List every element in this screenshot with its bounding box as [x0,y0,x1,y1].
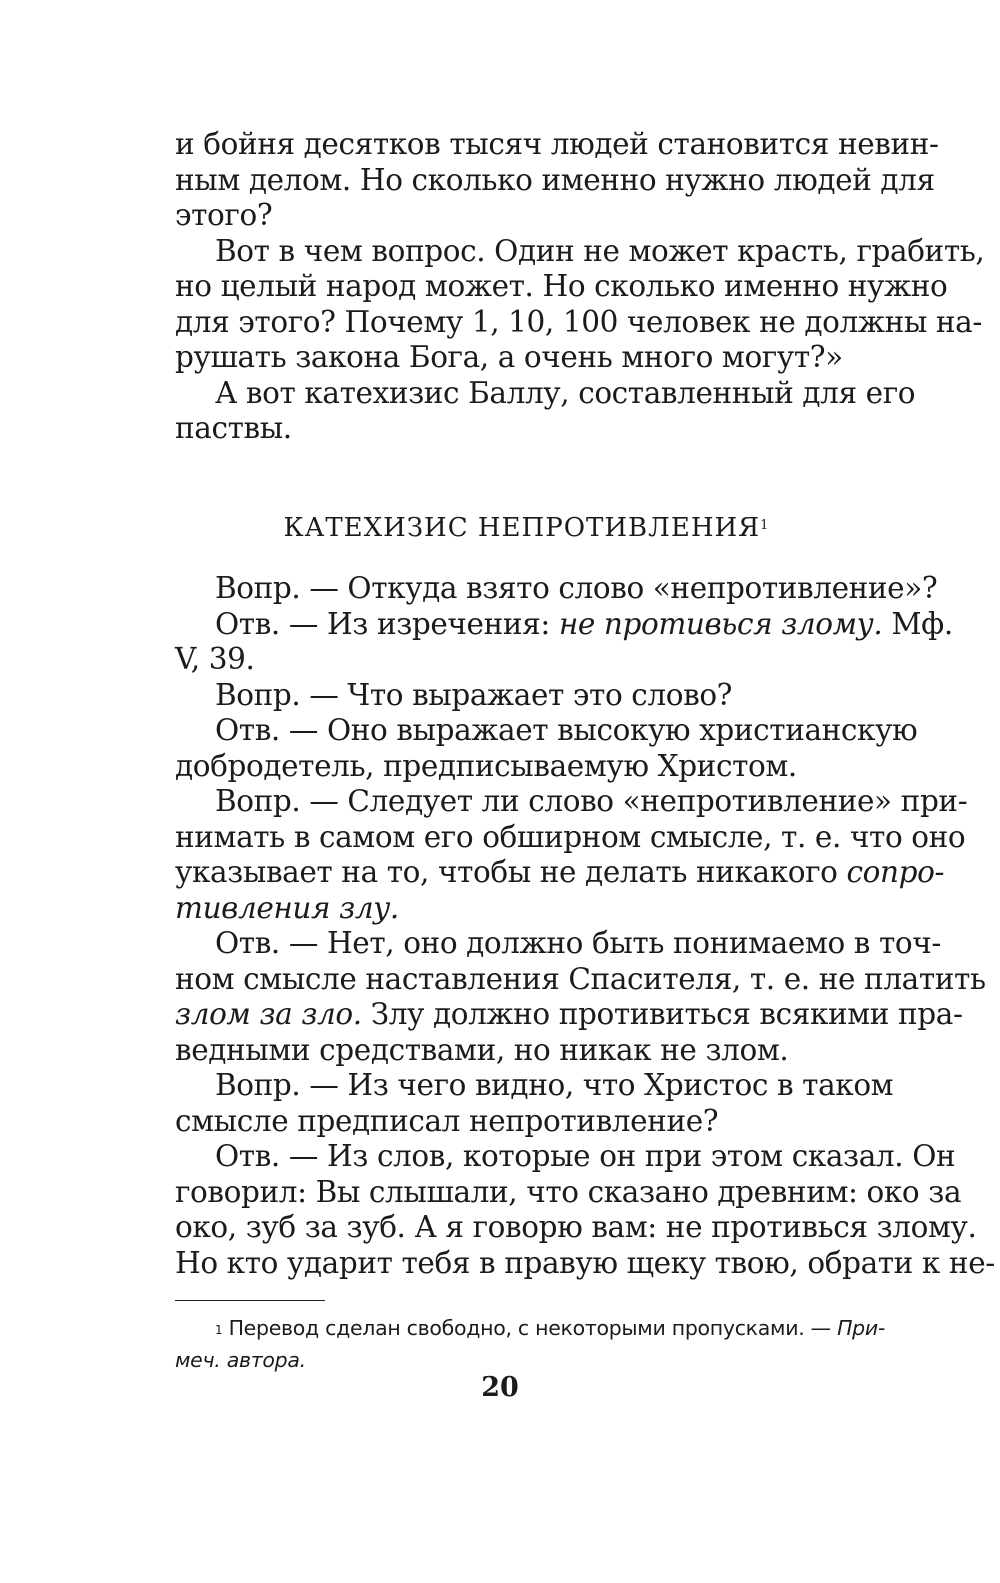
question-prefix: указывает на то, чтобы не делать никакого [175,855,847,889]
answer-line: Но кто ударит тебя в правую щеку твою, обрати к не- [175,1245,995,1280]
section-heading-title: КАТЕХИЗИС НЕПРОТИВЛЕНИЯ [283,513,761,543]
footnote-text: Перевод сделан свободно, с некоторыми пропусками. — [228,1316,838,1340]
text-line: но целый народ может. Но сколько именно нужно [175,269,948,303]
question-line: Вопр. — Следует ли слово «непротивление» при- [215,784,968,818]
footnote-line [175,1312,886,1344]
answer-line [175,997,963,1033]
text-line: ным делом. Но сколько именно нужно людей для [175,162,935,197]
question-line: смысле предписал непротивление? [175,1103,719,1138]
answer-prefix: Отв. — Из изречения: [215,606,559,641]
question-line: Вопр. — Откуда взято слово «непротивление»? [215,571,938,605]
answer-line [175,606,953,643]
answer-line: Отв. — Из слов, которые он при этом сказал. Он [215,1139,956,1173]
text-line: Вот в чем вопрос. Один не может красть, грабить, [215,233,985,268]
answer-line: V, 39. [175,642,255,676]
text-line: рушать закона Бога, а очень много могут?» [175,340,843,374]
question-line: Вопр. — Из чего видно, что Христос в таком [215,1068,894,1102]
footnote-italic: При- [837,1316,886,1340]
page-number: 20 [481,1372,519,1403]
text-line: этого? [175,198,273,232]
answer-line: добродетель, предписываемую Христом. [175,748,797,783]
question-line [175,891,877,927]
answer-line: око, зуб за зуб. А я говорю вам: не противься злому. [175,1210,977,1244]
emphasis-italic: тивления злу. [175,890,399,925]
footnote-divider [175,1300,325,1301]
text-line: А вот катехизис Баллу, составленный для его [215,375,916,410]
question-line [175,855,945,891]
text-line: для этого? Почему 1, 10, 100 человек не должны на- [175,304,982,339]
question-line: нимать в самом его обширном смысле, т. е. что оно [175,819,966,854]
question-line: Вопр. — Что выражает это слово? [215,677,733,712]
catechism-text [175,571,995,1281]
footnote [175,1312,886,1376]
quotation-italic: не противься злому. [558,606,883,641]
emphasis-italic: сопро- [846,855,945,889]
answer-line: Отв. — Нет, оно должно быть понимаемо в точ- [215,926,941,960]
footnote-italic: меч. автора. [175,1348,306,1372]
answer-line: ном смысле наставления Спасителя, т. е. не платить [175,961,986,996]
text-line: и бойня десятков тысяч людей становится невин- [175,127,939,161]
emphasis-italic: злом за зло. [175,997,362,1031]
answer-line: ведными средствами, но никак не злом. [175,1032,789,1067]
footnote-reference: 1 [760,518,769,533]
answer-line: говорил: Вы слышали, что сказано древним: око за [175,1174,962,1209]
answer-line: Отв. — Оно выражает высокую христианскую [215,713,918,747]
section-heading [175,510,877,546]
footnote-mark: 1 [215,1323,223,1337]
text-line: паствы. [175,411,292,445]
answer-suffix: Злу должно противиться всякими пра- [361,997,963,1031]
answer-suffix: Мф. [882,606,953,641]
body-text-top [175,127,985,447]
